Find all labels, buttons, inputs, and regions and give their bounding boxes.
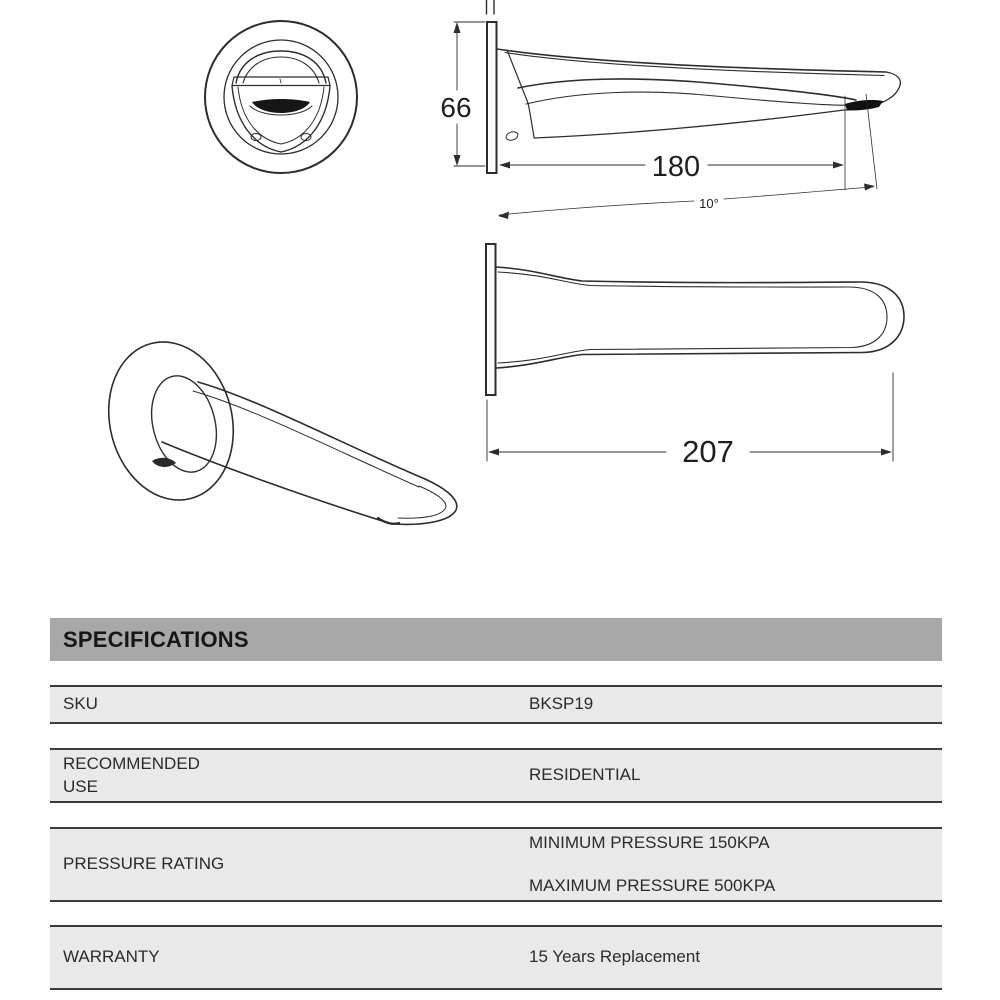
spec-label-line: PRESSURE RATING [63, 854, 225, 874]
spec-label [50, 927, 529, 988]
dim-207-label: 207 [682, 434, 734, 469]
dim-66-label: 66 [440, 92, 472, 123]
dimension-overall-length [487, 373, 893, 469]
side-view [440, 0, 900, 219]
spec-row-warranty [50, 925, 942, 990]
dimension-reach [499, 94, 877, 190]
spec-value-line: BKSP19 [529, 694, 594, 714]
spec-label [50, 687, 529, 722]
spec-value [529, 927, 942, 988]
spec-value-line: 15 Years Replacement [529, 947, 701, 967]
dim-10deg-label: 10° [699, 196, 719, 211]
spec-value [529, 829, 942, 900]
spec-value-line: MAXIMUM PRESSURE 500KPA [529, 875, 776, 895]
spec-value-line: RESIDENTIAL [529, 765, 641, 785]
spec-row-sku [50, 685, 942, 724]
specifications-header: SPECIFICATIONS [50, 618, 942, 661]
spec-label-line: WARRANTY [63, 947, 160, 967]
spec-label-line: RECOMMENDED [63, 753, 200, 773]
spec-value-line: MINIMUM PRESSURE 150KPA [529, 832, 770, 852]
dimension-height [440, 22, 485, 166]
spec-label-line: USE [63, 776, 98, 796]
spec-label-line: SKU [63, 694, 98, 714]
spec-label [50, 750, 529, 801]
isometric-view [92, 329, 456, 525]
spec-row-recommended-use [50, 748, 942, 803]
outlet-slot-iso [152, 458, 176, 467]
outlet-slot-side [845, 100, 883, 110]
dim-180-label: 180 [651, 151, 701, 183]
spec-value [529, 687, 942, 722]
dimension-angle [498, 184, 875, 220]
spec-label [50, 829, 529, 900]
outlet-slot-front [252, 99, 310, 113]
top-view [486, 244, 904, 469]
spec-row-pressure-rating [50, 827, 942, 902]
spec-value [529, 750, 942, 801]
front-view [205, 21, 357, 173]
